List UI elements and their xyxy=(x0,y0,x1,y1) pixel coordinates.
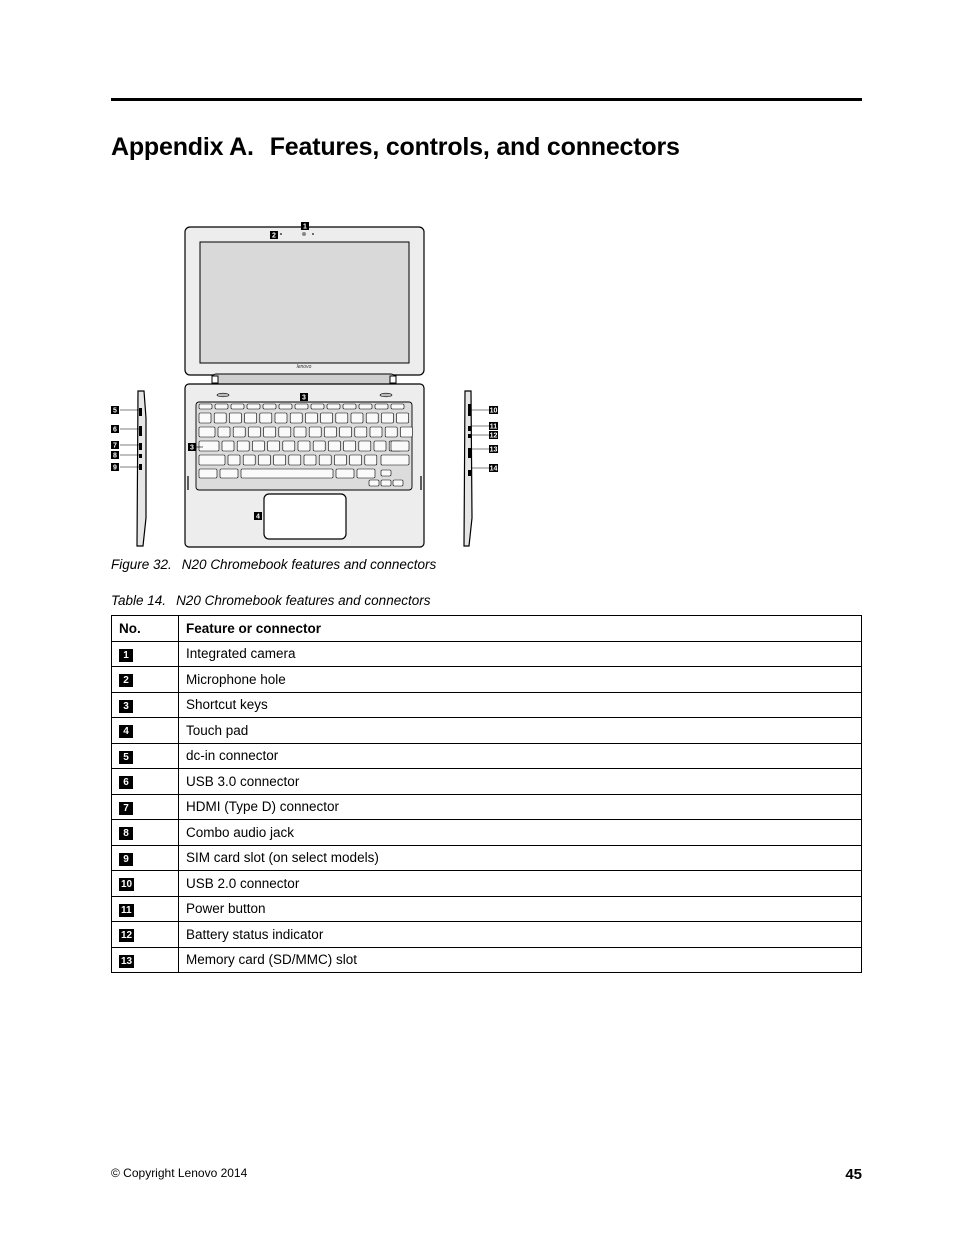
keyboard-key xyxy=(343,404,356,409)
keyboard-key xyxy=(260,413,272,423)
figure-caption-text: N20 Chromebook features and connectors xyxy=(181,557,437,572)
keyboard-key xyxy=(220,469,238,478)
keyboard-key xyxy=(289,455,301,465)
number-badge: 13 xyxy=(121,955,133,967)
keyboard-key xyxy=(344,441,356,451)
keyboard-key xyxy=(214,413,226,423)
keyboard-key xyxy=(381,413,393,423)
keyboard-key xyxy=(268,441,280,451)
feature-cell: USB 2.0 connector xyxy=(179,871,862,897)
table-row xyxy=(112,718,862,744)
table-row xyxy=(112,769,862,795)
keyboard-key xyxy=(375,404,388,409)
keyboard-key xyxy=(274,455,286,465)
feature-cell: USB 3.0 connector xyxy=(179,769,862,795)
keyboard-key xyxy=(263,404,276,409)
keyboard-key xyxy=(215,404,228,409)
keyboard-key xyxy=(359,441,371,451)
keyboard-key xyxy=(222,441,234,451)
keyboard-key xyxy=(391,404,404,409)
keyboard-key xyxy=(400,427,412,437)
feature-cell: dc-in connector xyxy=(179,743,862,769)
right-side-profile xyxy=(464,391,472,546)
keyboard-key xyxy=(294,427,306,437)
keyboard-key xyxy=(283,441,295,451)
table-row xyxy=(112,667,862,693)
keyboard-key xyxy=(328,441,340,451)
keyboard-key xyxy=(304,455,316,465)
keyboard-key xyxy=(248,427,260,437)
table-row xyxy=(112,641,862,667)
keyboard-key xyxy=(350,455,362,465)
number-badge: 12 xyxy=(121,930,133,942)
callout-number: 2 xyxy=(272,232,276,240)
features-table xyxy=(111,615,862,973)
table-caption xyxy=(111,593,430,608)
number-badge: 3 xyxy=(119,700,133,713)
table-row xyxy=(112,743,862,769)
number-badge: 7 xyxy=(119,802,133,815)
callout-number: 3 xyxy=(190,444,194,452)
keyboard-key xyxy=(366,413,378,423)
callout-number: 4 xyxy=(256,513,260,521)
feature-cell: Microphone hole xyxy=(179,667,862,693)
feature-cell: SIM card slot (on select models) xyxy=(179,845,862,871)
table-header-row xyxy=(112,616,862,642)
copyright: © Copyright Lenovo 2014 xyxy=(111,1166,248,1180)
table-row xyxy=(112,947,862,973)
table-row xyxy=(112,871,862,897)
callout-number: 5 xyxy=(113,407,117,415)
keyboard-key xyxy=(245,413,257,423)
keyboard-key xyxy=(357,469,375,478)
keyboard-key xyxy=(199,427,215,437)
keyboard-key xyxy=(298,441,310,451)
keyboard-key xyxy=(218,427,230,437)
keyboard-key xyxy=(336,469,354,478)
feature-cell: Shortcut keys xyxy=(179,692,862,718)
keyboard-key xyxy=(199,441,219,451)
keyboard-key xyxy=(290,413,302,423)
callout-number: 3 xyxy=(302,394,306,402)
keyboard-key xyxy=(199,413,211,423)
keyboard-key xyxy=(295,404,308,409)
chromebook-illustration xyxy=(108,218,503,553)
callout-number: 1 xyxy=(303,223,307,231)
appendix-label: Appendix A. xyxy=(111,133,254,161)
number-badge: 11 xyxy=(121,904,132,916)
callout-number: 12 xyxy=(489,432,498,440)
feature-cell: Touch pad xyxy=(179,718,862,744)
keyboard-key xyxy=(391,441,409,451)
keyboard-key xyxy=(369,480,379,486)
callout-number: 11 xyxy=(489,423,498,431)
number-badge: 2 xyxy=(119,674,133,687)
number-badge: 5 xyxy=(119,751,133,764)
table-row xyxy=(112,692,862,718)
keyboard-key xyxy=(327,404,340,409)
keyboard-key xyxy=(199,469,217,478)
number-badge: 8 xyxy=(119,827,133,840)
callout-number: 10 xyxy=(489,407,498,415)
top-rule xyxy=(111,98,862,101)
keyboard-key xyxy=(275,413,287,423)
table-row xyxy=(112,794,862,820)
keyboard-key xyxy=(334,455,346,465)
keyboard-key xyxy=(319,455,331,465)
keyboard-key xyxy=(324,427,336,437)
keyboard-key xyxy=(355,427,367,437)
feature-cell: Memory card (SD/MMC) slot xyxy=(179,947,862,973)
keyboard-key xyxy=(258,455,270,465)
keyboard-key xyxy=(279,427,291,437)
keyboard-key xyxy=(313,441,325,451)
header-feature: Feature or connector xyxy=(179,616,862,642)
feature-cell: Combo audio jack xyxy=(179,820,862,846)
callout-number: 7 xyxy=(113,442,117,450)
keyboard-key xyxy=(241,469,333,478)
chromebook-figure xyxy=(108,218,503,553)
keyboard-key xyxy=(237,441,249,451)
keyboard-key xyxy=(336,413,348,423)
table-row xyxy=(112,820,862,846)
keyboard-key xyxy=(309,427,321,437)
table-caption-text: N20 Chromebook features and connectors xyxy=(176,593,431,608)
keyboard-key xyxy=(199,455,225,465)
callout-number: 6 xyxy=(113,426,117,434)
number-badge: 10 xyxy=(121,879,133,891)
laptop-lid xyxy=(185,227,424,375)
feature-cell: Power button xyxy=(179,896,862,922)
keyboard-key xyxy=(228,455,240,465)
header-no: No. xyxy=(112,616,179,642)
keyboard-key xyxy=(247,404,260,409)
figure-number: Figure 32. xyxy=(111,557,172,572)
keyboard-key xyxy=(252,441,264,451)
keyboard-key xyxy=(233,427,245,437)
title-text: Features, controls, and connectors xyxy=(269,133,680,161)
keyboard-key xyxy=(359,404,372,409)
keyboard-key xyxy=(385,427,397,437)
hinge xyxy=(212,374,396,384)
number-badge: 1 xyxy=(119,649,133,662)
keyboard-key xyxy=(381,455,409,465)
brand-mark: lenovo xyxy=(296,364,312,370)
left-side-profile xyxy=(137,391,146,546)
page-title xyxy=(111,133,680,162)
feature-cell: Battery status indicator xyxy=(179,922,862,948)
callout-number: 14 xyxy=(489,465,498,473)
keyboard-key xyxy=(279,404,292,409)
table-row xyxy=(112,922,862,948)
number-badge: 4 xyxy=(119,725,133,738)
feature-cell: HDMI (Type D) connector xyxy=(179,794,862,820)
number-badge: 6 xyxy=(119,776,133,789)
table-number: Table 14. xyxy=(111,593,167,608)
table-row xyxy=(112,845,862,871)
keyboard-key xyxy=(321,413,333,423)
keyboard-key xyxy=(231,404,244,409)
keyboard-key xyxy=(229,413,241,423)
keyboard-key xyxy=(311,404,324,409)
number-badge: 9 xyxy=(119,853,133,866)
feature-cell: Integrated camera xyxy=(179,641,862,667)
figure-caption xyxy=(111,557,436,572)
callout-number: 9 xyxy=(113,464,117,472)
keyboard-key xyxy=(351,413,363,423)
keyboard-key xyxy=(264,427,276,437)
keyboard-key xyxy=(374,441,386,451)
keyboard-key xyxy=(305,413,317,423)
page-number: 45 xyxy=(845,1166,862,1183)
keyboard-key xyxy=(340,427,352,437)
callout-number: 8 xyxy=(113,452,117,460)
keyboard-key xyxy=(365,455,377,465)
callout-number: 13 xyxy=(489,446,498,454)
table-row xyxy=(112,896,862,922)
keyboard-key xyxy=(370,427,382,437)
keyboard-key xyxy=(397,413,409,423)
keyboard-key xyxy=(381,470,391,476)
keyboard-key xyxy=(243,455,255,465)
keyboard-key xyxy=(393,480,403,486)
keyboard-key xyxy=(199,404,212,409)
keyboard-key xyxy=(381,480,391,486)
